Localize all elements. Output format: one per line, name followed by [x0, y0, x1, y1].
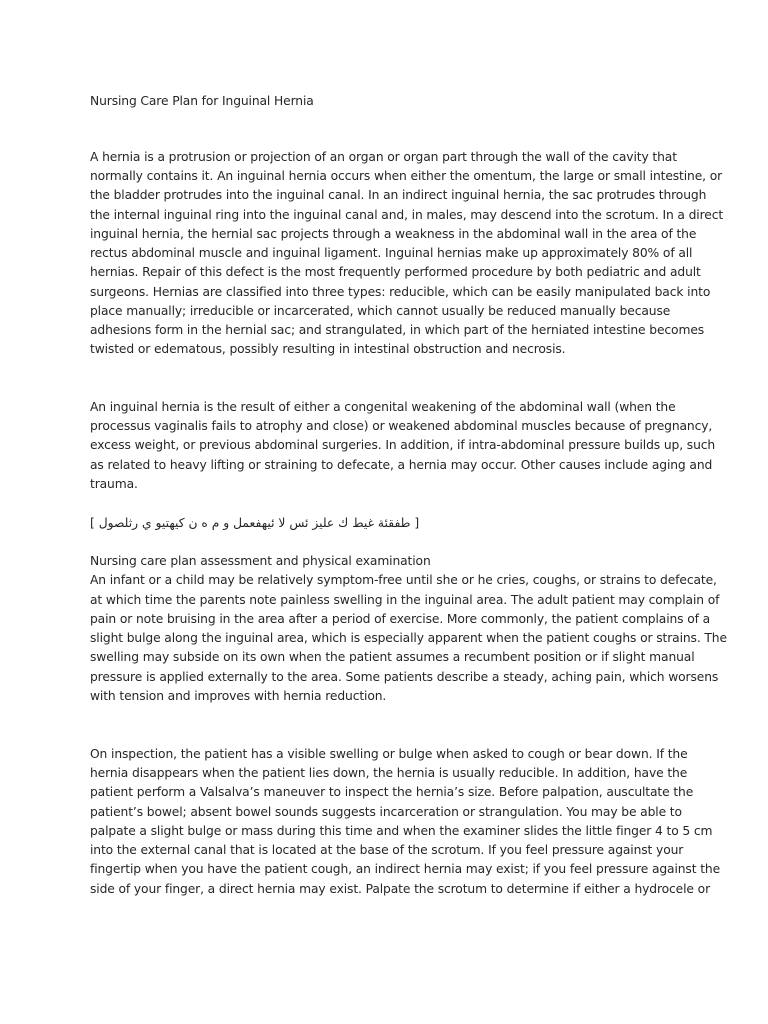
paragraph-3-line: swelling may subside on its own when the patient assumes a recumbent position or if slight manual: [90, 650, 695, 664]
paragraph-3-line: with tension and improves with hernia reduction.: [90, 689, 387, 703]
paragraph-4-line: side of your finger, a direct hernia may exist. Palpate the scrotum to determine if either a hydrocele or: [90, 882, 710, 896]
paragraph-1-line: normally contains it. An inguinal hernia occurs when either the omentum, the large or small intestine, or: [90, 169, 723, 183]
paragraph-2-line: as related to heavy lifting or straining to defecate, a hernia may occur. Other causes include aging and: [90, 458, 713, 472]
paragraph-2-line: excess weight, or previous abdominal surgeries. In addition, if intra-abdominal pressure builds up, such: [90, 438, 716, 452]
arabic-text-line: [ طفقئة غيط ك عليز ئس لا ئيهفعمل و م ه ن كيهتيو ي رثلصول ]: [90, 516, 420, 530]
section-heading: Nursing care plan assessment and physical examination: [90, 554, 431, 568]
paragraph-4-line: palpate a slight bulge or mass during this time and when the examiner slides the little finger 4 to 5 cm: [90, 824, 713, 838]
paragraph-1-line: inguinal hernia, the hernial sac projects through a weakness in the abdominal wall in the area of the: [90, 227, 697, 241]
paragraph-4-line: On inspection, the patient has a visible swelling or bulge when asked to cough or bear down. If the: [90, 747, 688, 761]
paragraph-3-line: pain or note bruising in the area after a period of exercise. More commonly, the patient complains of a: [90, 612, 711, 626]
paragraph-4-line: patient’s bowel; absent bowel sounds suggests incarceration or strangulation. You may be able to: [90, 805, 682, 819]
document-title: Nursing Care Plan for Inguinal Hernia: [90, 94, 314, 108]
paragraph-3-line: An infant or a child may be relatively symptom-free until she or he cries, coughs, or strains to defecate,: [90, 573, 717, 587]
paragraph-1-line: the bladder protrudes into the inguinal canal. In an indirect inguinal hernia, the sac protrudes through: [90, 188, 707, 202]
paragraph-1-line: A hernia is a protrusion or projection of an organ or organ part through the wall of the cavity that: [90, 150, 677, 164]
paragraph-3-line: at which time the parents note painless swelling in the inguinal area. The adult patient may complain of: [90, 593, 720, 607]
paragraph-2-line: trauma.: [90, 477, 138, 491]
paragraph-2-line: processus vaginalis fails to atrophy and close) or weakened abdominal muscles because of pregnancy,: [90, 419, 713, 433]
paragraph-1-line: place manually; irreducible or incarcerated, which cannot usually be reduced manually because: [90, 304, 671, 318]
paragraph-1-line: adhesions form in the hernial sac; and strangulated, in which part of the herniated intestine becomes: [90, 323, 705, 337]
paragraph-2-line: An inguinal hernia is the result of either a congenital weakening of the abdominal wall (when the: [90, 400, 676, 414]
paragraph-4-line: fingertip when you have the patient cough, an indirect hernia may exist; if you feel pressure against the: [90, 862, 721, 876]
paragraph-4-line: into the external canal that is located at the base of the scrotum. If you feel pressure against your: [90, 843, 684, 857]
paragraph-4-line: hernia disappears when the patient lies down, the hernia is usually reducible. In addition, have the: [90, 766, 688, 780]
paragraph-1-line: twisted or edematous, possibly resulting in intestinal obstruction and necrosis.: [90, 342, 566, 356]
paragraph-1-line: hernias. Repair of this defect is the most frequently performed procedure by both pediatric and adult: [90, 265, 701, 279]
paragraph-3-line: pressure is applied externally to the area. Some patients describe a steady, aching pain, which worsens: [90, 670, 719, 684]
paragraph-4-line: patient perform a Valsalva’s maneuver to inspect the hernia’s size. Before palpation, auscultate the: [90, 785, 694, 799]
paragraph-1-line: the internal inguinal ring into the inguinal canal and, in males, may descend into the scrotum. In a direct: [90, 208, 724, 222]
paragraph-3-line: slight bulge along the inguinal area, which is especially apparent when the patient coughs or strains. The: [90, 631, 727, 645]
paragraph-1-line: rectus abdominal muscle and inguinal ligament. Inguinal hernias make up approximately 80% of all: [90, 246, 693, 260]
paragraph-1-line: surgeons. Hernias are classified into three types: reducible, which can be easily manipulated back into: [90, 285, 711, 299]
